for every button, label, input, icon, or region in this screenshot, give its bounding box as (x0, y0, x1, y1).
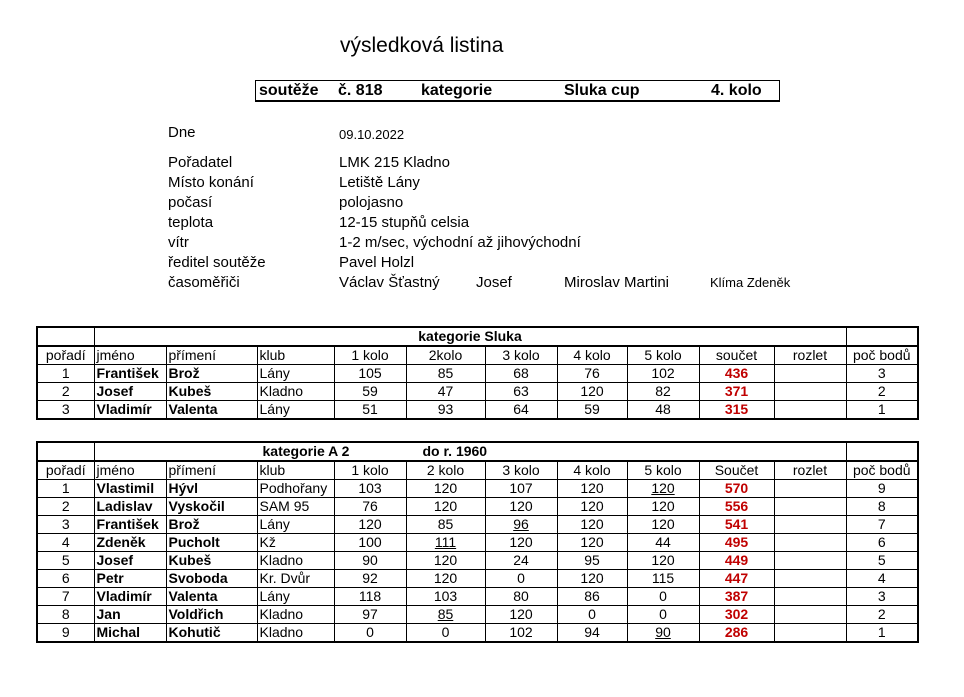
wind-value: 1-2 m/sec, východní až jihovýchodní (339, 234, 581, 251)
contest-header (255, 80, 780, 102)
table-cell: 120 (485, 534, 557, 552)
table-cell: 120 (557, 480, 627, 498)
table-cell: 315 (699, 401, 774, 420)
table-cell: Voldřich (166, 606, 257, 624)
column-header: součet (699, 346, 774, 365)
table-cell: Vladimír (94, 401, 166, 420)
column-header: 1 kolo (334, 346, 406, 365)
table-cell: 447 (699, 570, 774, 588)
table-cell: 2 (846, 606, 918, 624)
table-cell (774, 516, 846, 534)
table-cell: 47 (406, 383, 485, 401)
table-cell: 93 (406, 401, 485, 420)
venue-value: Letiště Lány (339, 174, 420, 191)
table-cell (774, 534, 846, 552)
underlined-value: 85 (437, 606, 454, 622)
column-header: klub (257, 346, 334, 365)
table-cell (406, 534, 485, 552)
table-cell (774, 498, 846, 516)
weather-label: počasí (168, 194, 213, 211)
table-cell: 118 (334, 588, 406, 606)
column-header: Součet (699, 461, 774, 480)
director-value: Pavel Holzl (339, 254, 415, 271)
table-cell (627, 624, 699, 643)
table-cell: Kohutič (166, 624, 257, 643)
table-cell: 102 (627, 365, 699, 383)
table-cell: 120 (557, 534, 627, 552)
table-cell: Valenta (166, 588, 257, 606)
column-header: 2kolo (406, 346, 485, 365)
table-row (37, 534, 918, 552)
table-cell: Kladno (257, 383, 334, 401)
table-cell: Brož (166, 516, 257, 534)
table-cell: 120 (406, 570, 485, 588)
underlined-value: 96 (513, 516, 529, 532)
results-table-a2 (36, 441, 919, 643)
table-cell (774, 383, 846, 401)
table-cell: 92 (334, 570, 406, 588)
table-cell: 95 (557, 552, 627, 570)
table-cell: 7 (846, 516, 918, 534)
table-row (37, 516, 918, 534)
table-cell: 3 (846, 588, 918, 606)
director-label: ředitel soutěže (168, 254, 266, 271)
contest-name: Sluka cup (564, 82, 640, 99)
table-cell: 59 (334, 383, 406, 401)
table-cell: 387 (699, 588, 774, 606)
table-cell (774, 570, 846, 588)
organizer-label: Pořadatel (168, 154, 233, 171)
contest-category-label: kategorie (421, 82, 493, 99)
empty-cell (37, 442, 94, 461)
table-cell: 0 (485, 570, 557, 588)
table-cell: 2 (37, 498, 94, 516)
table-cell: Podhořany (257, 480, 334, 498)
table-cell: Kladno (257, 606, 334, 624)
table-cell: Vladimír (94, 588, 166, 606)
table-cell: 0 (627, 588, 699, 606)
column-header: pořadí (37, 461, 94, 480)
table-cell: 48 (627, 401, 699, 420)
table-cell: 120 (334, 516, 406, 534)
venue-label: Místo konání (168, 174, 254, 191)
table-cell: 3 (846, 365, 918, 383)
table-cell: Lány (257, 365, 334, 383)
table-cell: 1 (846, 624, 918, 643)
column-header: přímení (166, 346, 257, 365)
table-cell: 495 (699, 534, 774, 552)
column-header: 4 kolo (557, 346, 627, 365)
column-header: poč bodů (846, 346, 918, 365)
table-cell: 51 (334, 401, 406, 420)
table-cell: 120 (627, 552, 699, 570)
table-cell: 120 (485, 606, 557, 624)
table-cell (774, 588, 846, 606)
table-cell: Michal (94, 624, 166, 643)
contest-number: č. 818 (338, 82, 383, 99)
empty-cell (846, 327, 918, 346)
table-cell: Vlastimil (94, 480, 166, 498)
timers-label: časoměřiči (168, 274, 240, 291)
timer-1: Václav Šťastný (339, 274, 440, 291)
table-cell: 105 (334, 365, 406, 383)
column-header: 4 kolo (557, 461, 627, 480)
table-cell (774, 480, 846, 498)
table-cell: 8 (37, 606, 94, 624)
table-cell: 5 (846, 552, 918, 570)
column-header: 3 kolo (485, 461, 557, 480)
table-cell: 120 (485, 498, 557, 516)
table-cell: 120 (557, 570, 627, 588)
column-header: jméno (94, 346, 166, 365)
category-note: do r. 1960 (422, 443, 488, 459)
temp-label: teplota (168, 214, 214, 231)
table-cell: 120 (557, 383, 627, 401)
table-cell: Pucholt (166, 534, 257, 552)
table-cell: Petr (94, 570, 166, 588)
table-cell: 3 (37, 516, 94, 534)
table-cell: František (94, 365, 166, 383)
table-cell: 102 (485, 624, 557, 643)
category-cell (94, 327, 846, 346)
table-row (37, 624, 918, 643)
table-cell (406, 606, 485, 624)
table-cell: Brož (166, 365, 257, 383)
table-cell: 103 (334, 480, 406, 498)
table-cell: Josef (94, 383, 166, 401)
underlined-value: 111 (434, 534, 457, 550)
table-cell: Jan (94, 606, 166, 624)
organizer-value: LMK 215 Kladno (339, 154, 450, 171)
table-row (37, 383, 918, 401)
table-cell: 68 (485, 365, 557, 383)
table-cell: 97 (334, 606, 406, 624)
column-header: jméno (94, 461, 166, 480)
column-header: poč bodů (846, 461, 918, 480)
table-cell: 120 (406, 552, 485, 570)
table-cell: 120 (557, 498, 627, 516)
table-cell: 0 (627, 606, 699, 624)
table-cell: 115 (627, 570, 699, 588)
table-cell (485, 516, 557, 534)
table-cell: 82 (627, 383, 699, 401)
category-title: kategorie A 2 (262, 443, 350, 459)
date-value: 09.10.2022 (339, 127, 405, 142)
table-cell (774, 365, 846, 383)
table-cell: Kladno (257, 552, 334, 570)
table-cell: František (94, 516, 166, 534)
table-cell: 541 (699, 516, 774, 534)
table-cell: 7 (37, 588, 94, 606)
table-cell: 3 (37, 401, 94, 420)
table-cell: 120 (406, 480, 485, 498)
table-cell (774, 552, 846, 570)
table-cell (627, 480, 699, 498)
column-header: 5 kolo (627, 346, 699, 365)
table-cell (774, 401, 846, 420)
table-cell: 570 (699, 480, 774, 498)
table-cell: 107 (485, 480, 557, 498)
table-cell (774, 606, 846, 624)
table-cell: 6 (846, 534, 918, 552)
table-cell (774, 624, 846, 643)
table-cell: 63 (485, 383, 557, 401)
table-cell: Zdeněk (94, 534, 166, 552)
column-header: 2 kolo (406, 461, 485, 480)
table-cell: Kž (257, 534, 334, 552)
table-row (37, 588, 918, 606)
table-cell: Lány (257, 401, 334, 420)
table-cell: 24 (485, 552, 557, 570)
table-cell: 80 (485, 588, 557, 606)
table-cell: Kubeš (166, 383, 257, 401)
table-cell: 59 (557, 401, 627, 420)
table-cell: 120 (627, 498, 699, 516)
table-cell: 120 (557, 516, 627, 534)
category-title: kategorie Sluka (418, 328, 522, 344)
table-cell: 86 (557, 588, 627, 606)
table-cell: 85 (406, 516, 485, 534)
empty-cell (846, 442, 918, 461)
table-cell: 0 (557, 606, 627, 624)
column-header: pořadí (37, 346, 94, 365)
table-cell: 8 (846, 498, 918, 516)
column-header: 5 kolo (627, 461, 699, 480)
temp-value: 12-15 stupňů celsia (339, 214, 470, 231)
column-header: přímení (166, 461, 257, 480)
table-cell: Ladislav (94, 498, 166, 516)
table-cell: 1 (846, 401, 918, 420)
table-cell: 120 (406, 498, 485, 516)
table-cell: 94 (557, 624, 627, 643)
timer-4: Klíma Zdeněk (710, 275, 791, 290)
results-table-sluka (36, 326, 919, 420)
category-cell (94, 442, 846, 461)
table-cell: 4 (846, 570, 918, 588)
table-cell: 1 (37, 480, 94, 498)
table-cell: 103 (406, 588, 485, 606)
table-cell: 1 (37, 365, 94, 383)
table-row (37, 570, 918, 588)
table-cell: Josef (94, 552, 166, 570)
table-cell: 449 (699, 552, 774, 570)
table-cell: Svoboda (166, 570, 257, 588)
contest-info (168, 124, 868, 294)
table-cell: 9 (846, 480, 918, 498)
table-cell: 76 (557, 365, 627, 383)
table-cell: 286 (699, 624, 774, 643)
table-cell: Kr. Dvůr (257, 570, 334, 588)
table-row (37, 480, 918, 498)
table-cell: 371 (699, 383, 774, 401)
page-title: výsledková listina (340, 34, 504, 57)
table-cell: 120 (627, 516, 699, 534)
table-cell: 100 (334, 534, 406, 552)
table-cell: Kubeš (166, 552, 257, 570)
underlined-value: 120 (651, 480, 675, 496)
contest-round: 4. kolo (711, 82, 762, 99)
column-header: klub (257, 461, 334, 480)
table-cell: 90 (334, 552, 406, 570)
table-cell: 4 (37, 534, 94, 552)
table-cell: 9 (37, 624, 94, 643)
timer-3: Miroslav Martini (564, 274, 670, 291)
table-cell: 64 (485, 401, 557, 420)
table-cell: 436 (699, 365, 774, 383)
table-cell: SAM 95 (257, 498, 334, 516)
column-header: 1 kolo (334, 461, 406, 480)
table-cell: 2 (37, 383, 94, 401)
table-cell: 85 (406, 365, 485, 383)
table-cell: Lány (257, 516, 334, 534)
table-cell: Kladno (257, 624, 334, 643)
table-row (37, 552, 918, 570)
table-cell: 6 (37, 570, 94, 588)
table-cell: 556 (699, 498, 774, 516)
contest-label: soutěže (259, 82, 319, 99)
table-cell: 44 (627, 534, 699, 552)
table-row (37, 498, 918, 516)
column-header: rozlet (774, 346, 846, 365)
wind-label: vítr (168, 234, 189, 251)
column-header: 3 kolo (485, 346, 557, 365)
column-header: rozlet (774, 461, 846, 480)
table-cell: 0 (406, 624, 485, 643)
table-cell: Lány (257, 588, 334, 606)
empty-cell (37, 327, 94, 346)
table-cell: Hývl (166, 480, 257, 498)
table-cell: Vyskočil (166, 498, 257, 516)
table-cell: 302 (699, 606, 774, 624)
table-cell: 0 (334, 624, 406, 643)
timer-2: Josef (476, 274, 512, 291)
table-cell: 5 (37, 552, 94, 570)
table-cell: 76 (334, 498, 406, 516)
table-row (37, 606, 918, 624)
table-cell: 2 (846, 383, 918, 401)
underlined-value: 90 (655, 624, 671, 640)
date-label: Dne (168, 124, 196, 141)
table-row (37, 401, 918, 420)
table-row (37, 365, 918, 383)
weather-value: polojasno (339, 194, 404, 211)
table-cell: Valenta (166, 401, 257, 420)
